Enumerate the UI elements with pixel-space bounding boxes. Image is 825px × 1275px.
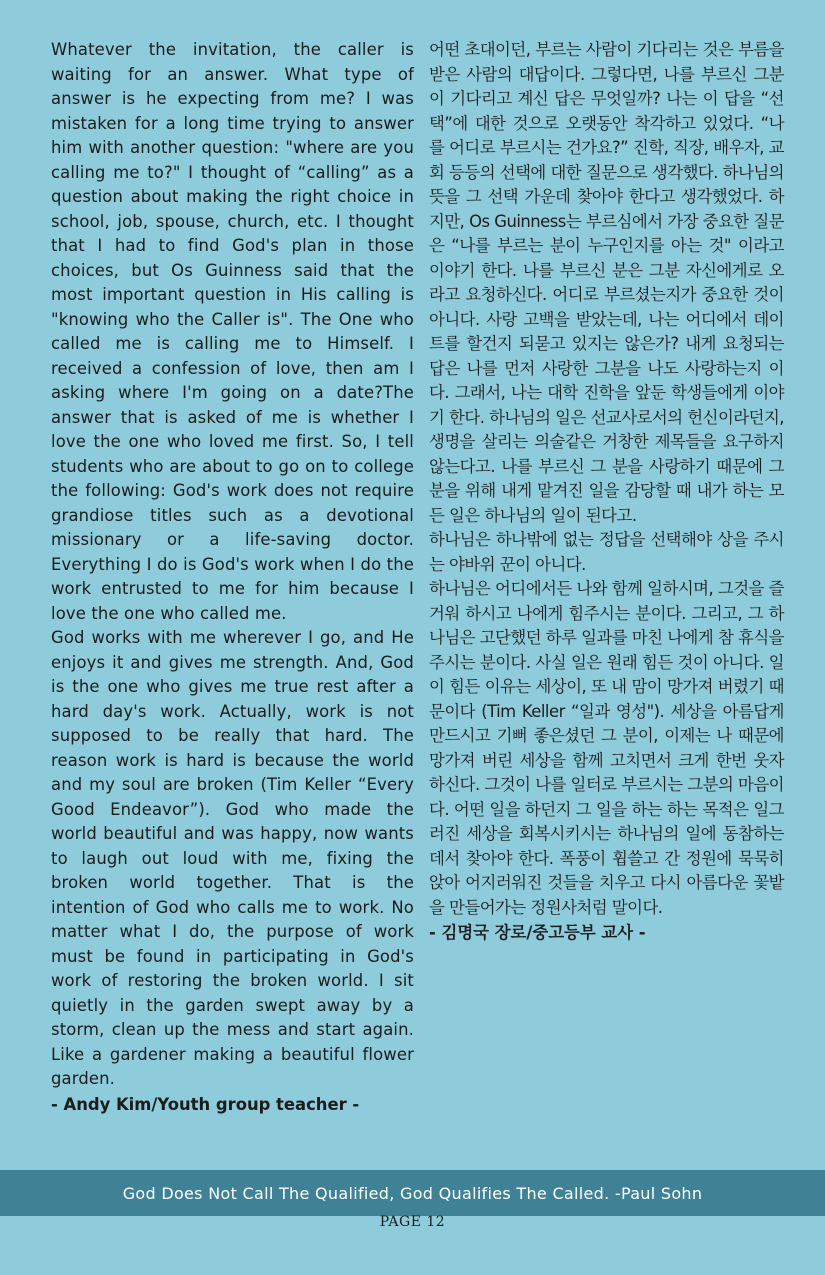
quote-banner [0, 1170, 825, 1216]
english-paragraph-1: Whatever the invitation, the caller is waiting for an answer. What type of answer is he expecting from me? I was mistaken for a long time trying to answer him with another question: "where are you calling me to?" I thought of “calling” as a question about making the right choice in school, job, spouse, church, etc. I thought that I had to find God's plan in those choices, but Os Guinness said that the most important question in His calling is "knowing who the Caller is". The One who called me is calling me to Himself. I received a confession of love, then am I asking where I'm going on a date?The answer that is asked of me is whether I love the one who loved me first. So, I tell students who are about to go on to college the following: God's work does not require grandiose titles such as a devotional missionary or a life-saving doctor. Everything I do is God's work when I do the work entrusted to me for him because I love the one who called me. [51, 40, 414, 623]
page-number: PAGE 12 [379, 1214, 446, 1230]
english-column [51, 38, 414, 1117]
korean-paragraph-1: 어떤 초대이던, 부르는 사람이 기다리는 것은 부름을 받은 사람의 대답이다. 그렇다면, 나를 부르신 그분이 기다리고 계신 답은 무엇일까? 나는 이 답을 “선택”에 대한 것으로 오랫동안 착각하고 있었다. “나를 어디로 부르시는 건가요?” 진학, 직장, 배우자, 교회 등등의 선택에 대한 질문으로 생각했다. 하나님의 뜻을 그 선택 가운데 찾아야 한다고 생각했었다. 하지만, Os Guinness는 부르심에서 가장 중요한 질문은 “나를 부르는 분이 누구인지를 아는 것" 이라고 이야기 한다. 나를 부르신 분은 그분 자신에게로 오라고 요청하신다. 어디로 부르셨는지가 중요한 것이 아니다. 사랑 고백을 받았는데, 나는 어디에서 데이트를 할건지 되묻고 있지는 않은가? 내게 요청되는 답은 나를 먼저 사랑한 그분을 나도 사랑하는지 이다. 그래서, 나는 대학 진학을 앞둔 학생들에게 이야기 한다. 하나님의 일은 선교사로서의 헌신이라던지, 생명을 살리는 의술같은 거창한 제목들을 요구하지 않는다고. 나를 부르신 그 분을 사랑하기 때문에 그분을 위해 내게 맡겨진 일을 감당할 때 내가 하는 모든 일은 하나님의 일이 된다고. [429, 40, 784, 525]
english-signature: - Andy Kim/Youth group teacher - [51, 1094, 360, 1114]
korean-column [429, 38, 784, 946]
english-paragraph-2: God works with me wherever I go, and He enjoys it and gives me strength. And, God is the one who gives me true rest after a hard day's work. Actually, work is not supposed to be really that hard. The reason work is hard is because the world and my soul are broken (Tim Keller “Every Good Endeavor”). God who made the world beautiful and was happy, now wants to laugh out loud with me, fixing the broken world together. That is the intention of God who calls me to work. No matter what I do, the purpose of work must be found in participating in God's work of restoring the broken world. I sit quietly in the garden swept away by a storm, clean up the mess and start again. Like a gardener making a beautiful flower garden. [51, 628, 414, 1088]
korean-paragraph-2: 하나님은 하나밖에 없는 정답을 선택해야 상을 주시는 야바위 꾼이 아니다. [429, 530, 784, 574]
footer-quote: God Does Not Call The Qualified, God Qualifies The Called. -Paul Sohn [122, 1183, 703, 1203]
korean-paragraph-3: 하나님은 어디에서든 나와 함께 일하시며, 그것을 즐거워 하시고 나에게 힘주시는 분이다. 그리고, 그 하나님은 고단했던 하루 일과를 마친 나에게 참 휴식을 주시는 분이다. 사실 일은 원래 힘든 것이 아니다. 일이 힘든 이유는 세상이, 또 내 맘이 망가져 버렸기 때문이다 (Tim Keller “일과 영성"). 세상을 아름답게 만드시고 기뻐 좋은셨던 그 분이, 이제는 나 때문에 망가져 버린 세상을 함께 고치면서 크게 한번 웃자 하신다. 그것이 나를 일터로 부르시는 그분의 마음이다. 어떤 일을 하던지 그 일을 하는 하는 목적은 일그러진 세상을 회복시키시는 하나님의 일에 동참하는 데서 찾아야 한다. 폭풍이 휩쓸고 간 정원에 묵묵히 앉아 어지러워진 것들을 치우고 다시 아름다운 꽃밭을 만들어가는 정원사처럼 말이다. [429, 579, 784, 917]
korean-signature: - 김명국 장로/중고등부 교사 - [429, 923, 646, 942]
